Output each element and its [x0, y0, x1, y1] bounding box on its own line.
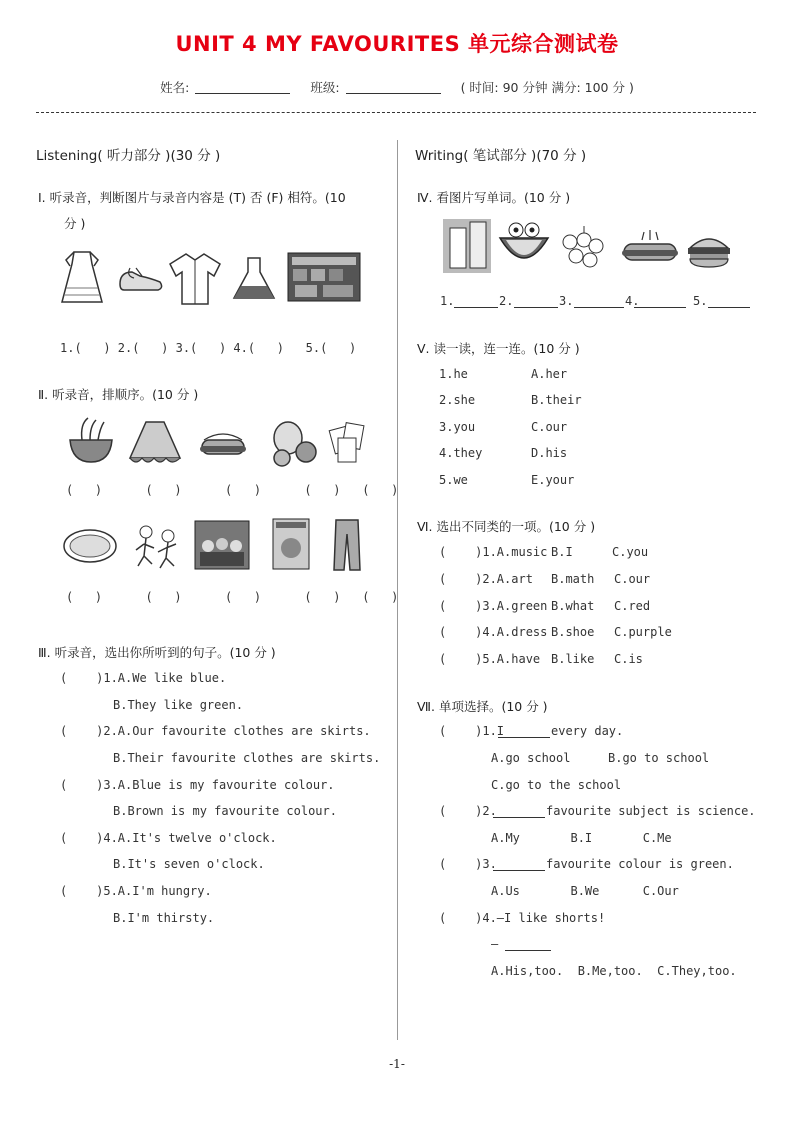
q5-right-2[interactable]: B.their	[531, 393, 582, 407]
q7-title: Ⅶ. 单项选择。(10 分 )	[417, 699, 548, 714]
q3-item-3b: B.Brown is my favourite colour.	[113, 804, 337, 818]
q7-item-4-dash: —	[491, 937, 499, 951]
q3-item-4a[interactable]: ( )4.A.It's twelve o'clock.	[60, 831, 277, 845]
page-title: UNIT 4 MY FAVOURITES 单元综合测试卷	[175, 32, 619, 56]
q4-blank-4[interactable]	[634, 307, 686, 308]
noodles-bowl-icon	[64, 414, 118, 468]
q5-right-1[interactable]: A.her	[531, 367, 568, 381]
q6-item-3-c: C.red	[614, 599, 651, 613]
name-label: 姓名:	[160, 80, 190, 95]
q5-right-5[interactable]: E.your	[531, 473, 575, 487]
vegetables-icon	[268, 416, 324, 470]
q1-title-cont: 分 )	[64, 216, 86, 231]
watermelon-icon	[498, 218, 550, 274]
q7-item-3-options: A.Us B.We C.Our	[491, 884, 679, 898]
q1-answers[interactable]: 1.( ) 2.( ) 3.( ) 4.( ) 5.( )	[60, 341, 357, 355]
q7-item-2-options: A.My B.I C.Me	[491, 831, 672, 845]
q3-item-2b: B.Their favourite clothes are skirts.	[113, 751, 381, 765]
book-cover-icon	[287, 252, 361, 302]
q7-item-3-blank[interactable]	[493, 870, 545, 871]
q7-item-1-blank[interactable]	[498, 737, 550, 738]
children-playing-icon	[130, 522, 184, 570]
q6-item-4-b: B.shoe	[551, 625, 595, 639]
q7-item-4-options: A.His,too. B.Me,too. C.They,too.	[491, 964, 737, 978]
q4-blank-5[interactable]	[708, 307, 750, 308]
q4-title: Ⅳ. 看图片写单词。(10 分 )	[417, 190, 571, 205]
dumplings-plate-icon	[62, 524, 118, 568]
q7-item-1-pre[interactable]: ( )1.I	[439, 724, 505, 738]
flask-icon	[230, 254, 278, 302]
q3-item-1b: B.They like green.	[113, 698, 244, 712]
q5-right-3[interactable]: C.our	[531, 420, 568, 434]
q6-item-3-b: B.what	[551, 599, 595, 613]
writing-heading: Writing( 笔试部分 )(70 分 )	[415, 148, 587, 164]
q3-title: Ⅲ. 听录音，选出你所听到的句子。(10 分 )	[38, 645, 276, 660]
q4-label-4: 4.	[625, 294, 640, 308]
hamburger-icon	[686, 230, 732, 270]
q7-item-1-option-c: C.go to the school	[491, 778, 622, 792]
q5-left-1[interactable]: 1.he	[439, 367, 468, 381]
q3-item-5a[interactable]: ( )5.A.I'm hungry.	[60, 884, 212, 898]
q6-item-3-a[interactable]: ( )3.A.green	[439, 599, 548, 613]
q6-item-5-a[interactable]: ( )5.A.have	[439, 652, 541, 666]
q4-label-3: 3.	[559, 294, 574, 308]
q4-blank-1[interactable]	[454, 307, 498, 308]
q6-item-1-c: C.you	[612, 545, 649, 559]
q6-item-4-c: C.purple	[614, 625, 672, 639]
storybook-icon	[272, 518, 310, 570]
q7-item-4-line[interactable]: ( )4.—I like shorts!	[439, 911, 606, 925]
q3-item-4b: B.It's seven o'clock.	[113, 857, 265, 871]
q4-blank-3[interactable]	[574, 307, 624, 308]
q1-title: Ⅰ. 听录音，判断图片与录音内容是 (T) 否 (F) 相符。(10	[38, 190, 346, 205]
q5-left-5[interactable]: 5.we	[439, 473, 468, 487]
q6-item-1-a[interactable]: ( )1.A.music	[439, 545, 548, 559]
q6-item-2-b: B.math	[551, 572, 595, 586]
q4-label-2: 2.	[499, 294, 514, 308]
q7-item-3-post: favourite colour is green.	[546, 857, 734, 871]
q7-item-2-blank[interactable]	[493, 817, 545, 818]
page-number: -1-	[389, 1057, 405, 1071]
q5-title: Ⅴ. 读一读，连一连。(10 分 )	[417, 341, 580, 356]
q2-title: Ⅱ. 听录音，排顺序。(10 分 )	[38, 387, 199, 402]
number-cards-icon	[328, 420, 368, 466]
q6-item-1-b: B.I	[551, 545, 573, 559]
classroom-photo-icon	[194, 520, 250, 570]
q2-row1-answers[interactable]: ( ) ( ) ( ) ( ) ( )	[66, 483, 399, 497]
q6-title: Ⅵ. 选出不同类的一项。(10 分 )	[417, 519, 596, 534]
q3-item-5b: B.I'm thirsty.	[113, 911, 215, 925]
q5-right-4[interactable]: D.his	[531, 446, 568, 460]
q5-left-4[interactable]: 4.they	[439, 446, 483, 460]
q3-item-3a[interactable]: ( )3.A.Blue is my favourite colour.	[60, 778, 335, 792]
class-label: 班级:	[310, 80, 340, 95]
q6-item-2-c: C.our	[614, 572, 651, 586]
q4-label-1: 1.	[440, 294, 455, 308]
dress-icon	[56, 248, 108, 308]
hotdog-icon-2	[620, 228, 680, 268]
q7-item-4-blank[interactable]	[505, 950, 551, 951]
q3-item-1a[interactable]: ( )1.A.We like blue.	[60, 671, 227, 685]
q7-item-3-pre[interactable]: ( )3.	[439, 857, 497, 871]
hotdog-icon	[198, 420, 248, 464]
listening-heading: Listening( 听力部分 )(30 分 )	[36, 148, 221, 164]
q5-left-2[interactable]: 2.she	[439, 393, 476, 407]
q6-item-2-a[interactable]: ( )2.A.art	[439, 572, 533, 586]
q7-item-1-post: every day.	[551, 724, 624, 738]
class-blank[interactable]	[346, 93, 441, 94]
trousers-icon	[332, 518, 362, 572]
q4-label-5: 5.	[693, 294, 708, 308]
time-score-note: ( 时间: 90 分钟 满分: 100 分 )	[460, 80, 634, 95]
q6-item-4-a[interactable]: ( )4.A.dress	[439, 625, 548, 639]
grapes-icon	[556, 224, 606, 274]
q6-item-5-c: C.is	[614, 652, 643, 666]
q4-blank-2[interactable]	[514, 307, 558, 308]
q7-item-2-post: favourite subject is science.	[546, 804, 756, 818]
q2-row2-answers[interactable]: ( ) ( ) ( ) ( ) ( )	[66, 590, 399, 604]
skirt-icon	[126, 418, 184, 468]
student-info-line	[0, 78, 794, 96]
q7-item-1-option-a: A.go school	[491, 751, 571, 765]
shirt-icon	[166, 250, 224, 308]
q5-left-3[interactable]: 3.you	[439, 420, 476, 434]
q7-item-1-option-b: B.go to school	[608, 751, 710, 765]
name-blank[interactable]	[195, 93, 290, 94]
q3-item-2a[interactable]: ( )2.A.Our favourite clothes are skirts.	[60, 724, 371, 738]
milk-glass-icon	[442, 218, 492, 274]
shoes-icon	[116, 262, 166, 296]
q6-item-5-b: B.like	[551, 652, 595, 666]
dashed-divider	[36, 112, 756, 113]
q7-item-2-pre[interactable]: ( )2.	[439, 804, 497, 818]
